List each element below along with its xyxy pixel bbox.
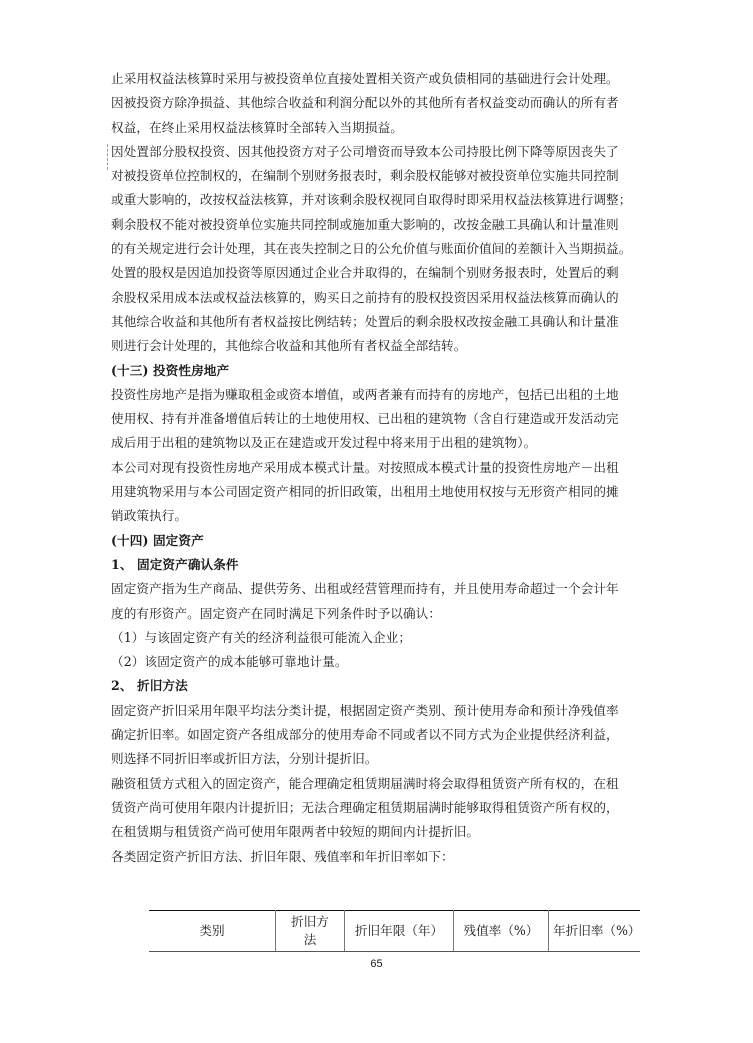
text-line: 本公司对现有投资性房地产采用成本模式计量。对按照成本模式计量的投资性房地产－出租: [111, 459, 619, 475]
text-line: 投资性房地产是指为赚取租金或资本增值，或两者兼有而持有的房地产，包括已出租的土地: [111, 386, 619, 402]
text-line: 销政策执行。: [111, 508, 188, 524]
text-line: 剩余股权不能对被投资单位实施共同控制或施加重大影响的，改按金融工具确认和计量准则: [111, 216, 619, 232]
text-line: 因处置部分股权投资、因其他投资方对子公司增资而导致本公司持股比例下降等原因丧失了: [111, 143, 619, 159]
text-line: 则进行会计处理的，其他综合收益和其他所有者权益全部结转。: [111, 338, 467, 354]
text-line: 使用权、持有并准备增值后转让的土地使用权、已出租的建筑物（含自行建造或开发活动完: [111, 411, 619, 427]
column-header-residual-rate: 残值率（%）: [454, 911, 549, 952]
text-line: 因被投资方除净损益、其他综合收益和利润分配以外的其他所有者权益变动而确认的所有者: [111, 95, 619, 111]
subsection-heading: 1、 固定资产确认条件: [111, 556, 239, 572]
section-heading: (十四) 固定资产: [111, 532, 204, 548]
text-line: 处置的股权是因追加投资等原因通过企业合并取得的，在编制个别财务报表时，处置后的剩: [111, 265, 619, 281]
column-header-annual-rate: 年折旧率（%）: [549, 911, 641, 952]
text-line: 止采用权益法核算时采用与被投资单位直接处置相关资产或负债相同的基础进行会计处理。: [111, 71, 619, 86]
text-line: 成后用于出租的建筑物以及正在建造或开发过程中将来用于出租的建筑物）。: [111, 435, 537, 451]
text-line: 的有关规定进行会计处理，其在丧失控制之日的公允价值与账面价值间的差额计入当期损益。: [111, 241, 632, 257]
text-line: （2）该固定资产的成本能够可靠地计量。: [111, 654, 348, 670]
table-header-row: [149, 911, 640, 952]
subsection-heading: 2、 折旧方法: [111, 678, 188, 694]
text-line: 权益，在终止采用权益法核算时全部转入当期损益。: [111, 119, 403, 135]
page-content: [111, 67, 641, 869]
text-line: 度的有形资产。固定资产在同时满足下列条件时予以确认：: [111, 605, 442, 621]
page-number: 65: [370, 958, 383, 970]
text-line: 用建筑物采用与本公司固定资产相同的折旧政策，出租用土地使用权按与无形资产相同的摊: [111, 484, 619, 500]
text-line: 余股权采用成本法或权益法核算的，购买日之前持有的股权投资因采用权益法核算而确认的: [111, 289, 619, 305]
text-line: 赁资产尚可使用年限内计提折旧；无法合理确定租赁期届满时能够取得租赁资产所有权的，: [111, 799, 619, 815]
section-heading: (十三) 投资性房地产: [111, 362, 230, 378]
depreciation-rate-table: [149, 910, 640, 952]
text-line: 各类固定资产折旧方法、折旧年限、残值率和年折旧率如下：: [111, 848, 454, 864]
text-line: 在租赁期与租赁资产尚可使用年限两者中较短的期间内计提折旧。: [111, 824, 480, 840]
column-header-method: 折旧方法: [276, 911, 345, 952]
text-line: 其他综合收益和其他所有者权益按比例结转；处置后的剩余股权改按金融工具确认和计量准: [111, 313, 619, 329]
column-header-category: 类别: [149, 911, 276, 952]
revision-marked-paragraph: [111, 140, 641, 164]
revision-mark: [107, 144, 110, 170]
column-header-years: 折旧年限（年）: [345, 911, 454, 952]
text-line: 确定折旧率。如固定资产各组成部分的使用寿命不同或者以不同方式为企业提供经济利益，: [111, 727, 619, 743]
text-line: 固定资产折旧采用年限平均法分类计提，根据固定资产类别、预计使用寿命和预计净残值率: [111, 702, 619, 718]
text-line: 或重大影响的，改按权益法核算，并对该剩余股权视同自取得时即采用权益法核算进行调整；: [111, 192, 632, 208]
text-line: （1）与该固定资产有关的经济利益很可能流入企业；: [111, 629, 412, 645]
text-line: 则选择不同折旧率或折旧方法，分别计提折旧。: [111, 751, 378, 767]
text-line: 对被投资单位控制权的，在编制个别财务报表时，剩余股权能够对被投资单位实施共同控制: [111, 168, 619, 184]
text-line: 固定资产指为生产商品、提供劳务、出租或经营管理而持有，并且使用寿命超过一个会计年: [111, 581, 619, 597]
text-line: 融资租赁方式租入的固定资产，能合理确定租赁期届满时将会取得租赁资产所有权的，在租: [111, 775, 619, 791]
